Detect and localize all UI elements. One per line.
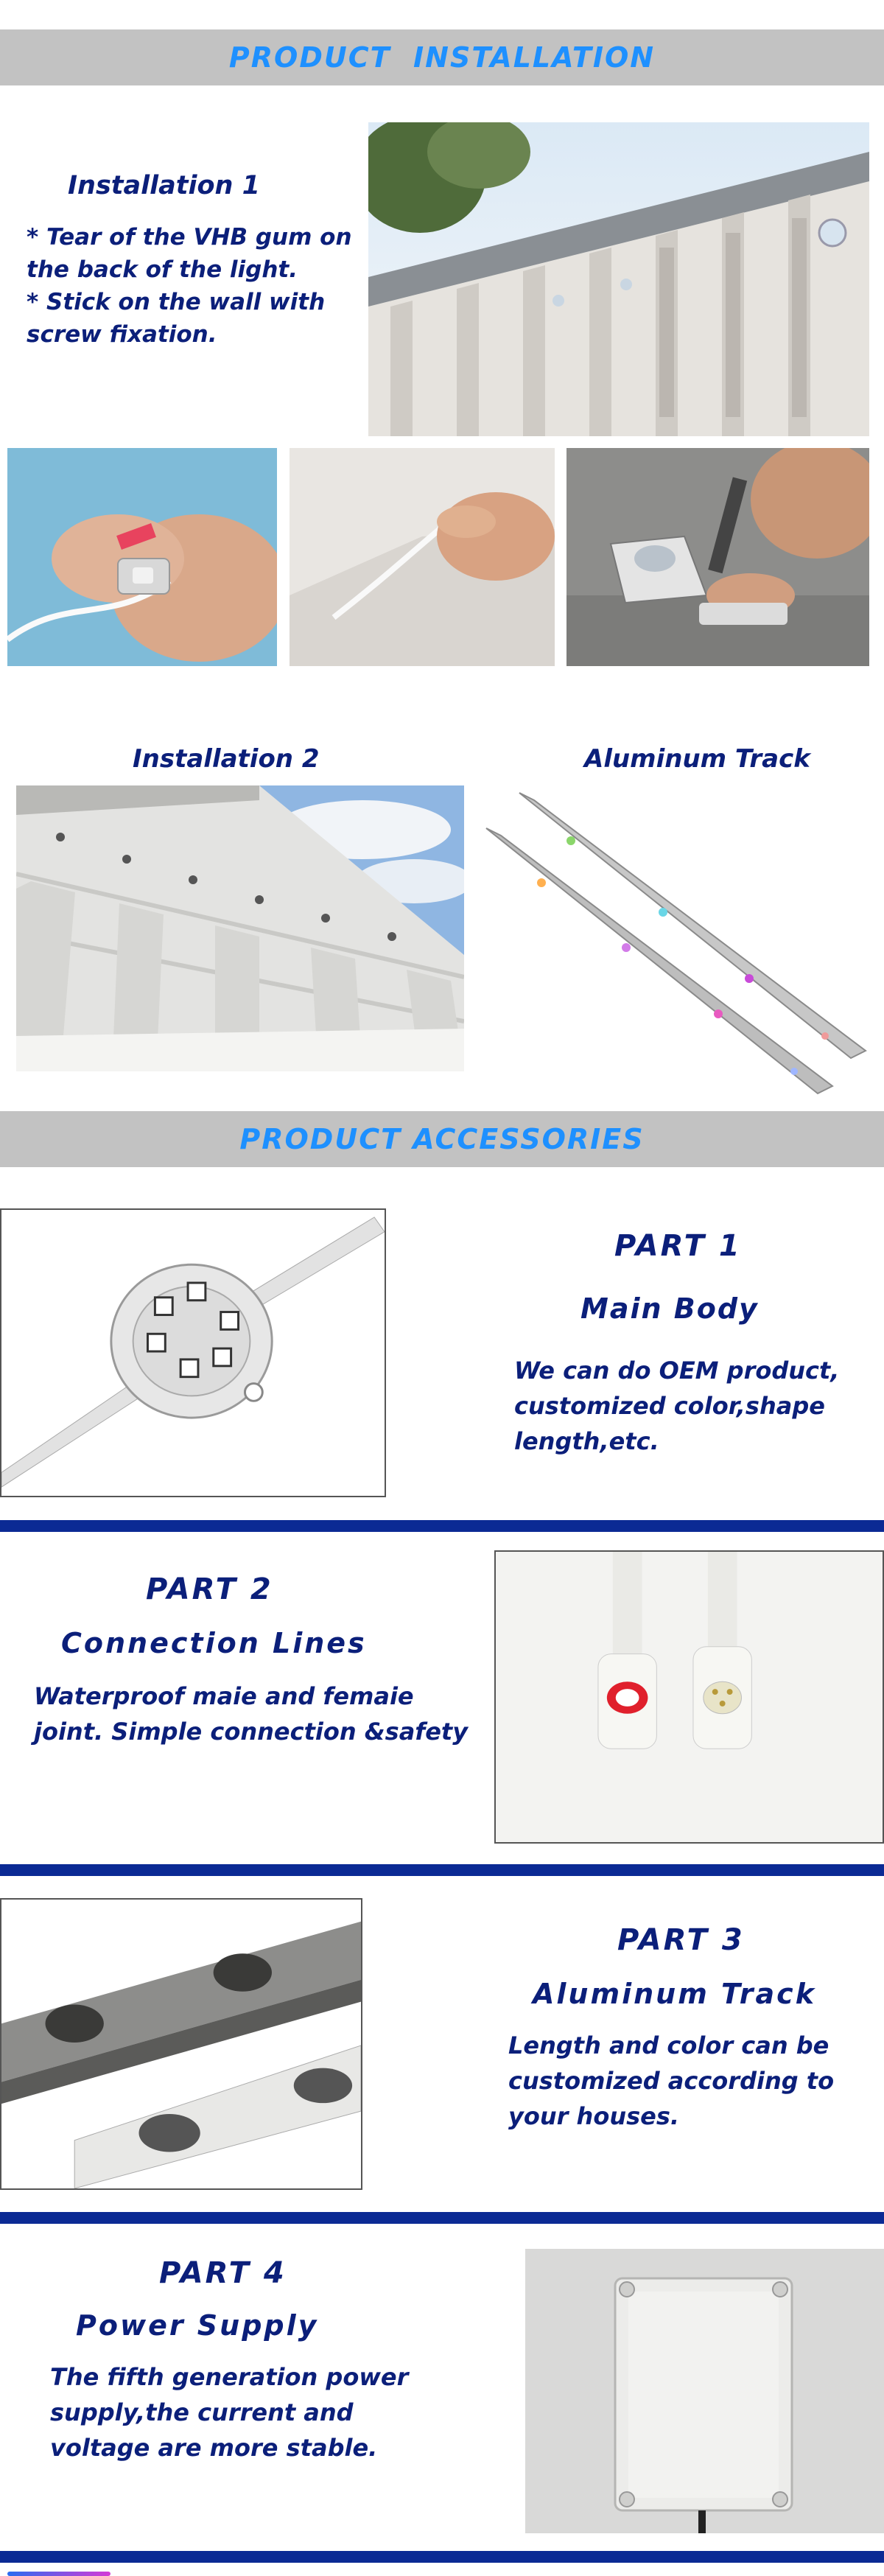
part-2-label: PART 2 [146, 1572, 273, 1606]
aluminum-track-photo [479, 785, 877, 1095]
part-4-line: voltage are more stable. [50, 2434, 378, 2462]
installation-band-title: PRODUCT INSTALLATION [228, 41, 656, 74]
part-2-line: joint. Simple connection &safety [34, 1718, 469, 1746]
part-4-line: supply,the current and [50, 2398, 354, 2426]
part-4-line: The fifth generation power [50, 2363, 409, 2391]
installation-1-title: Installation 1 [68, 171, 260, 200]
next-section-title-cutoff [7, 2564, 110, 2576]
section-divider [0, 2551, 884, 2563]
section-divider [0, 1864, 884, 1876]
eave-installation-photo [16, 785, 464, 1071]
step-screw-fixation-photo [566, 448, 869, 666]
part-2-line: Waterproof maie and femaie [34, 1682, 414, 1710]
installation-1-line: * Stick on the wall with [27, 289, 326, 315]
part-3-description [508, 2028, 834, 2134]
part-3-label: PART 3 [617, 1923, 745, 1957]
section-divider [0, 1520, 884, 1532]
accessories-band [0, 1111, 884, 1167]
accessories-band-title: PRODUCT ACCESSORIES [239, 1123, 645, 1155]
part-4-description [50, 2359, 408, 2465]
part-1-line: We can do OEM product, [514, 1357, 840, 1385]
part-3-line: customized according to [508, 2067, 835, 2095]
installation-2-title: Installation 2 [133, 744, 320, 774]
part-3-aluminum-track-photo [0, 1898, 362, 2190]
part-2-connection-lines-photo [494, 1550, 884, 1844]
part-2-description [34, 1679, 468, 1749]
step-stick-wall-photo [290, 448, 555, 666]
part-1-main-body-photo [0, 1208, 386, 1497]
part-3-name: Aluminum Track [533, 1978, 816, 2010]
section-divider [0, 2212, 884, 2224]
installation-1-line: * Tear of the VHB gum on [27, 224, 352, 251]
installation-1-line: the back of the light. [27, 256, 298, 283]
installation-1-description [27, 221, 352, 351]
part-1-line: customized color,shape [514, 1392, 825, 1420]
part-1-name: Main Body [580, 1292, 759, 1325]
fence-installation-photo [368, 122, 869, 436]
aluminum-track-title: Aluminum Track [584, 744, 810, 774]
part-4-label: PART 4 [159, 2256, 287, 2290]
part-4-power-supply-photo [525, 2249, 884, 2533]
part-3-line: your houses. [508, 2102, 680, 2130]
step-peel-tape-photo [7, 448, 277, 666]
part-3-line: Length and color can be [508, 2031, 829, 2059]
installation-band [0, 29, 884, 85]
part-4-name: Power Supply [76, 2309, 319, 2342]
part-2-name: Connection Lines [61, 1627, 367, 1659]
part-1-line: length,etc. [514, 1427, 659, 1455]
part-1-label: PART 1 [614, 1229, 742, 1263]
installation-1-line: screw fixation. [27, 321, 217, 348]
part-1-description [514, 1353, 839, 1459]
